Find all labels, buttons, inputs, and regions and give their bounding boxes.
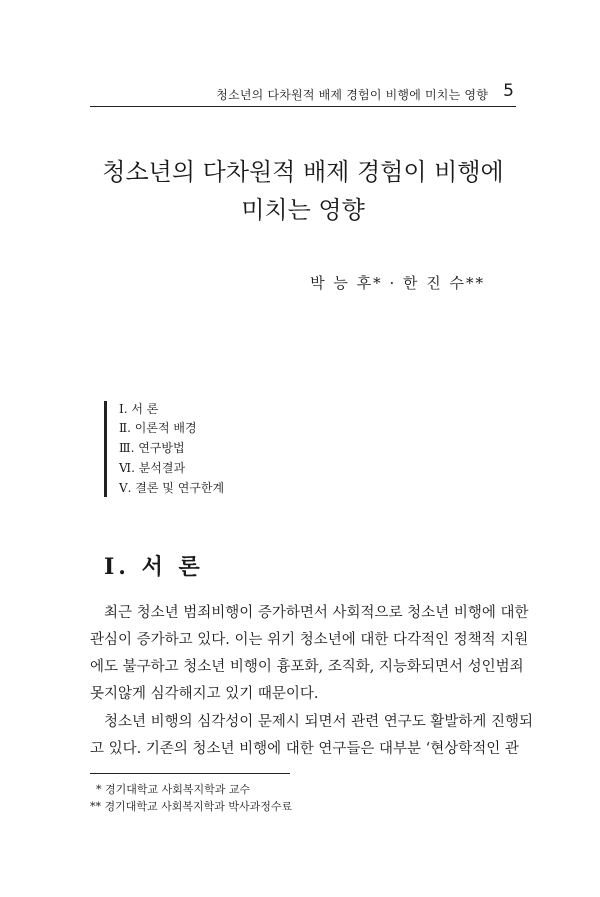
body-text-line: 청소년 비행의 심각성이 문제시 되면서 관련 연구도 활발하게 진행되 (104, 714, 534, 730)
author-names: 박 능 후* · 한 진 수** (310, 274, 485, 292)
section-heading: Ⅰ. 서 론 (104, 554, 204, 580)
body-text-line: 에도 불구하고 청소년 비행이 흉포화, 조직화, 지능화되면서 성인범죄 (90, 659, 524, 675)
toc-item-method: Ⅲ. 연구방법 (119, 441, 185, 455)
running-header (90, 80, 516, 107)
body-text-line: 관심이 증가하고 있다. 이는 위기 청소년에 대한 다각적인 정책적 지원 (90, 632, 529, 648)
paper-title-line-1: 청소년의 다차원적 배제 경험이 비행에 (102, 158, 504, 186)
running-title: 청소년의 다차원적 배제 경험이 비행에 미치는 영향 (216, 88, 488, 102)
toc-item-introduction: Ⅰ. 서 론 (119, 402, 159, 416)
footnote-divider (90, 773, 290, 774)
paper-title-line-2: 미치는 영향 (241, 196, 365, 224)
toc-item-conclusion: Ⅴ. 결론 및 연구한계 (119, 481, 225, 495)
body-text-line: 고 있다. 기존의 청소년 비행에 대한 연구들은 대부분 ‘현상학적인 관 (90, 741, 519, 757)
footnote-first-author: * 경기대학교 사회복지학과 교수 (96, 783, 251, 796)
table-of-contents (104, 401, 347, 497)
page-number: 5 (503, 81, 514, 101)
body-text-line: 최근 청소년 범죄비행이 증가하면서 사회적으로 청소년 비행에 대한 (104, 605, 529, 621)
footnote-second-author: ** 경기대학교 사회복지학과 박사과정수료 (90, 800, 293, 813)
toc-item-theory: Ⅱ. 이론적 배경 (119, 421, 197, 435)
body-text-line: 못지않게 심각해지고 있기 때문이다. (90, 686, 319, 702)
toc-item-results: Ⅵ. 분석결과 (119, 461, 186, 475)
